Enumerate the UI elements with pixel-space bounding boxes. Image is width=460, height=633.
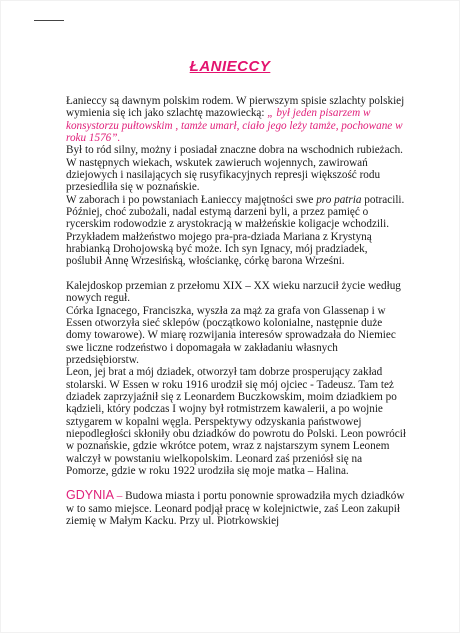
paragraph-kaleidoscope: Kalejdoskop przemian z przełomu XIX – XX wieku narzucił życie według nowych reguł. xyxy=(66,279,401,305)
paragraph-gap xyxy=(66,477,406,489)
paragraph-partitions xyxy=(66,194,406,268)
paragraph-text: W zaborach i po powstaniach Łanieccy majętności swe xyxy=(66,193,317,206)
italic-phrase: pro patria xyxy=(316,193,362,206)
section-heading-gdynia: GDYNIA xyxy=(66,488,114,503)
top-rule xyxy=(34,20,64,21)
document-title: ŁANIECCY xyxy=(189,58,271,75)
paragraph-gdynia xyxy=(66,489,406,527)
paragraph-franciszka: Córka Ignacego, Franciszka, wyszła za mąż za grafa von Glassenap i w Essen otworzyła sieć sklepów (początkowo kolonialne, następnie duże domy towarowe). W miarę rozwijania interesów sprowadzała do Niemiec swe liczne rodzeństwo i dopomagała w zakładaniu własnych przedsiębiorstw. xyxy=(66,304,396,366)
heading-dash: – xyxy=(113,490,126,503)
paragraph-text: Łanieccy są dawnym polskim rodem. W pierwszym spisie szlachty polskiej wymienia się ich jako szlachtę mazowiecką: xyxy=(66,95,405,120)
document-body xyxy=(66,95,406,527)
paragraph-gap xyxy=(66,268,406,280)
paragraph-text: Budowa miasta i portu ponownie sprowadziła mych dziadków w to samo miejsce. Leonard podjął pracę w kolejnictwie, zaś Leon zakupił ziemię w Małym Kacku. Przy ul. Piotrkowskiej xyxy=(66,490,405,527)
quote-text: „ był jeden pisarzem w konsystorzu pułtowskim , tamże umarł, ciało jego leży tamże, pochowane w roku 1576”. xyxy=(66,107,403,145)
paragraph-text: potracili. Później, choć zubożali, nadal estymą darzeni byli, a przez pamięć o rycerskim rodowodzie z arystokracją w małżeńskie koligacje wchodzili. Przykładem małżeństwo mojego pra-pra-dziada Mariana z Krystyną hrabianką Drohojowską być może. Ich syn Ignacy, mój pradziadek, poślubił Annę Wrzesińską, włościankę, córkę barona Wrześni. xyxy=(66,193,405,268)
paragraph-origins xyxy=(66,95,406,194)
paragraph-text: Był to ród silny, możny i posiadał znaczne dobra na wschodnich rubieżach. W następnych wiekach, wskutek zawieruch wojennych, zawirowań dziejowych i nasilających się rusyfikacyjnych represji większość rodu przesiedliła się w poznańskie. xyxy=(66,144,403,194)
paragraph-leon: Leon, jej brat a mój dziadek, otworzył tam dobrze prosperujący zakład stolarski. W Essen w roku 1916 urodził się mój ojciec - Tadeusz. Tam też dziadek zaprzyjaźnił się z Leonardem Buczkowskim, moim dziadkiem po kądzieli, który podczas I wojny był rotmistrzem kawalerii, a po wojnie sztygarem w kopalni węgla. Perspektywy odzyskania państwowej niepodległości skłoniły obu dziadków do powrotu do Polski. Leon powrócił w poznańskie, gdzie wkrótce potem, wraz z najstarszym synem Leonem walczył w powstaniu wielkopolskim. Leonard zaś przeniósł się na Pomorze, gdzie w roku 1922 urodziła się moje matka – Halina. xyxy=(66,366,406,477)
